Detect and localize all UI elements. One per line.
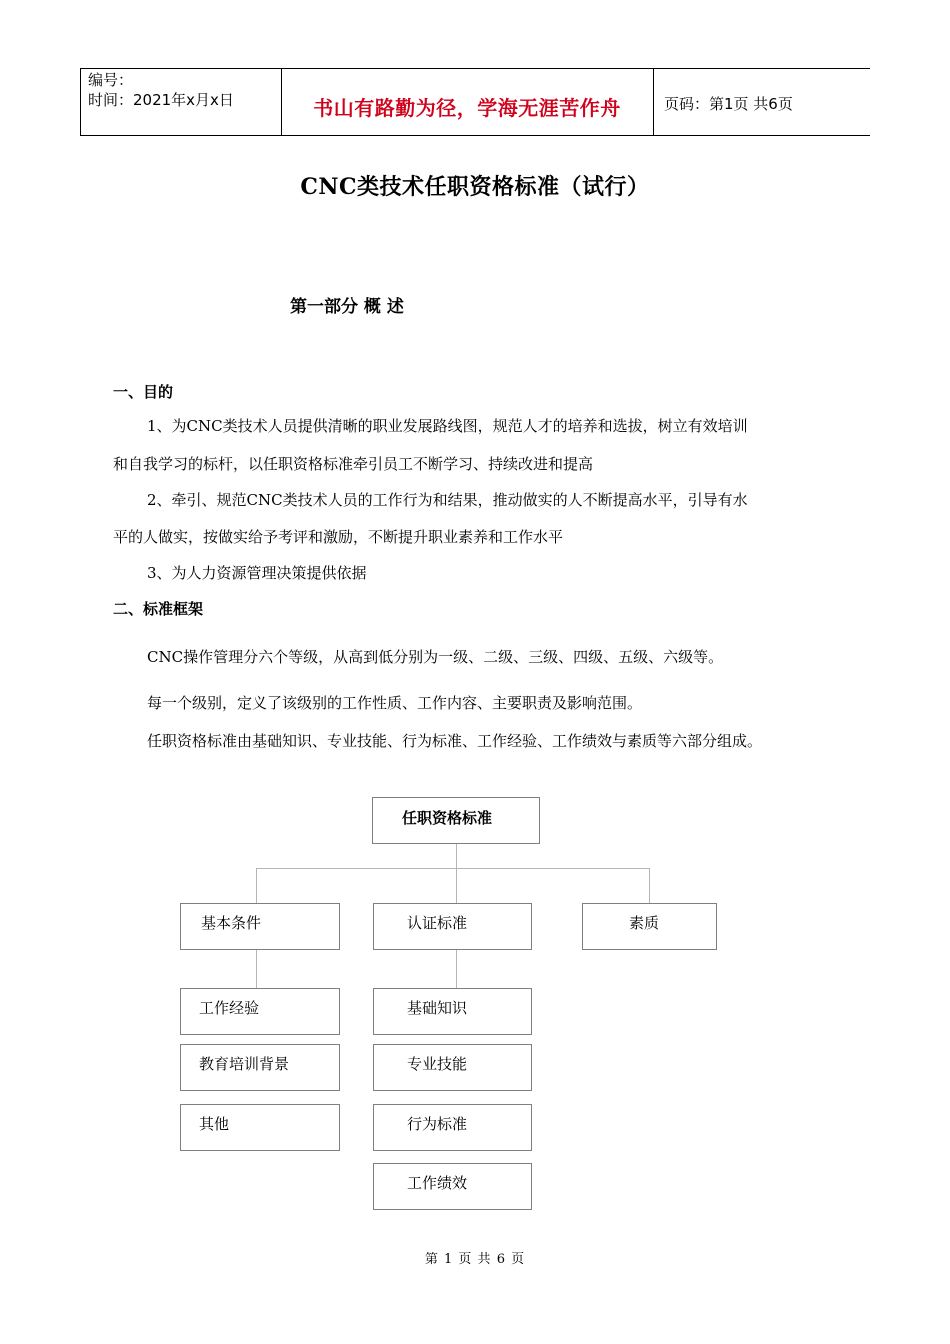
header-page-info: 页码：第1页 共6页 xyxy=(664,95,793,113)
org-basic-child-label: 工作经验 xyxy=(199,999,260,1017)
org-root-box xyxy=(372,797,540,844)
org-cert-child-label: 基础知识 xyxy=(407,999,468,1017)
section-1-heading: 一、目的 xyxy=(113,383,174,401)
connector-to-cert xyxy=(456,868,457,904)
org-basic-child-label: 其他 xyxy=(199,1115,230,1133)
org-basic-child-box xyxy=(180,1044,340,1091)
section-1-item-3: 3、为人力资源管理决策提供依据 xyxy=(147,564,367,582)
org-cert-label: 认证标准 xyxy=(407,914,468,932)
org-cert-box xyxy=(373,903,532,950)
org-cert-child-box xyxy=(373,988,532,1035)
org-cert-child-box xyxy=(373,1044,532,1091)
connector-to-basic xyxy=(256,868,257,904)
part-title: 第一部分 概 述 xyxy=(290,297,404,317)
org-quality-label: 素质 xyxy=(629,914,660,932)
section-2-heading: 二、标准框架 xyxy=(113,600,204,618)
org-cert-child-box xyxy=(373,1104,532,1151)
org-cert-child-label: 专业技能 xyxy=(407,1055,468,1073)
org-basic-label: 基本条件 xyxy=(201,914,262,932)
org-quality-box xyxy=(582,903,717,950)
org-root-label: 任职资格标准 xyxy=(402,809,493,827)
section-1-item-1-line-2: 和自我学习的标杆，以任职资格标准牵引员工不断学习、持续改进和提高 xyxy=(113,455,594,473)
org-basic-child-label: 教育培训背景 xyxy=(199,1055,290,1073)
section-2-paragraph-3: 任职资格标准由基础知识、专业技能、行为标准、工作经验、工作绩效与素质等六部分组成。 xyxy=(147,732,763,750)
connector-horizontal xyxy=(256,868,650,869)
org-cert-child-box xyxy=(373,1163,532,1210)
org-basic-child-box xyxy=(180,988,340,1035)
header-slogan: 书山有路勤为径，学海无涯苦作舟 xyxy=(313,96,621,120)
section-2-paragraph-2: 每一个级别，定义了该级别的工作性质、工作内容、主要职责及影响范围。 xyxy=(147,694,643,712)
connector-cert-down xyxy=(456,950,457,988)
org-basic-box xyxy=(180,903,340,950)
connector-basic-down xyxy=(256,950,257,988)
connector-to-quality xyxy=(649,868,650,904)
section-1-item-2-line-2: 平的人做实，按做实给予考评和激励，不断提升职业素养和工作水平 xyxy=(113,528,564,546)
page-footer: 第 1 页 共 6 页 xyxy=(424,1252,526,1267)
connector-root-down xyxy=(456,843,457,869)
header-time-label: 时间：2021年x月x日 xyxy=(88,91,234,109)
document-title: CNC类技术任职资格标准（试行） xyxy=(300,174,650,200)
header-number-label: 编号： xyxy=(88,71,134,89)
section-1-item-1-line-1: 1、为CNC类技术人员提供清晰的职业发展路线图，规范人才的培养和选拔，树立有效培训 xyxy=(147,417,748,435)
header-bottom-border xyxy=(80,135,870,136)
header-divider-2 xyxy=(653,68,654,136)
header-top-border xyxy=(80,68,870,69)
org-basic-child-box xyxy=(180,1104,340,1151)
section-1-item-2-line-1: 2、牵引、规范CNC类技术人员的工作行为和结果，推动做实的人不断提高水平，引导有水 xyxy=(147,491,748,509)
header-divider-left xyxy=(80,68,81,136)
org-cert-child-label: 行为标准 xyxy=(407,1115,468,1133)
header-meta xyxy=(88,70,278,110)
section-2-paragraph-1: CNC操作管理分六个等级，从高到低分别为一级、二级、三级、四级、五级、六级等。 xyxy=(147,648,724,666)
org-cert-child-label: 工作绩效 xyxy=(407,1174,468,1192)
